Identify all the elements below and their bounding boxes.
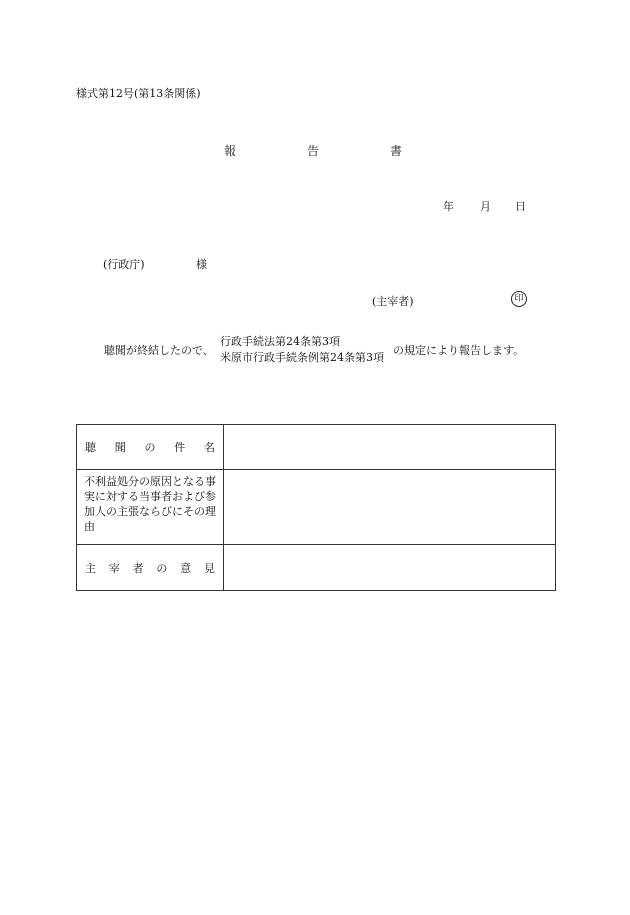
date-day: 日 — [515, 200, 526, 213]
title-char-1: 報 — [224, 144, 237, 158]
label-char: 件 — [174, 441, 186, 454]
form-number: 様式第12号(第13条関係) — [76, 87, 201, 100]
row-label-presider-opinion — [77, 545, 224, 591]
multiline-label: 不利益処分の原因となる事実に対する当事者および参加人の主張ならびにその理由 — [84, 475, 216, 533]
date-year: 年 — [443, 200, 454, 213]
addressee-agency: (行政庁) — [103, 258, 145, 271]
label-char: の — [144, 441, 156, 454]
presider-label: (主宰者) — [372, 295, 414, 308]
row-label-hearing-subject — [77, 425, 224, 470]
title-char-3: 書 — [390, 144, 403, 158]
table-row — [77, 470, 556, 545]
label-char: 見 — [203, 561, 215, 575]
table-row — [77, 425, 556, 470]
date-month: 月 — [480, 200, 491, 213]
label-char: 宰 — [108, 561, 120, 575]
label-char: 意 — [180, 561, 192, 575]
label-char: の — [156, 561, 168, 575]
table-row — [77, 545, 556, 591]
body-tail-text: の規定により報告します。 — [393, 344, 525, 357]
law-reference-1: 行政手続法第24条第3項 — [220, 335, 340, 348]
body-lead-text: 聴聞が終結したので、 — [104, 344, 214, 357]
row-value-facts-and-claims[interactable] — [224, 470, 556, 545]
label-char: 名 — [204, 441, 215, 454]
addressee-honorific: 様 — [196, 258, 207, 271]
row-value-presider-opinion[interactable] — [224, 545, 556, 591]
label-char: 者 — [132, 561, 144, 575]
spaced-label — [77, 560, 223, 576]
label-char: 聴 — [85, 441, 96, 454]
law-reference-2: 米原市行政手続条例第24条第3項 — [220, 351, 384, 364]
spaced-label — [77, 439, 223, 455]
label-char: 聞 — [114, 441, 126, 454]
row-label-facts-and-claims — [77, 470, 224, 545]
row-value-hearing-subject[interactable] — [224, 425, 556, 470]
title-char-2: 告 — [307, 144, 320, 158]
report-table — [76, 424, 556, 591]
label-char: 主 — [85, 561, 96, 575]
seal-icon: 印 — [511, 291, 527, 307]
